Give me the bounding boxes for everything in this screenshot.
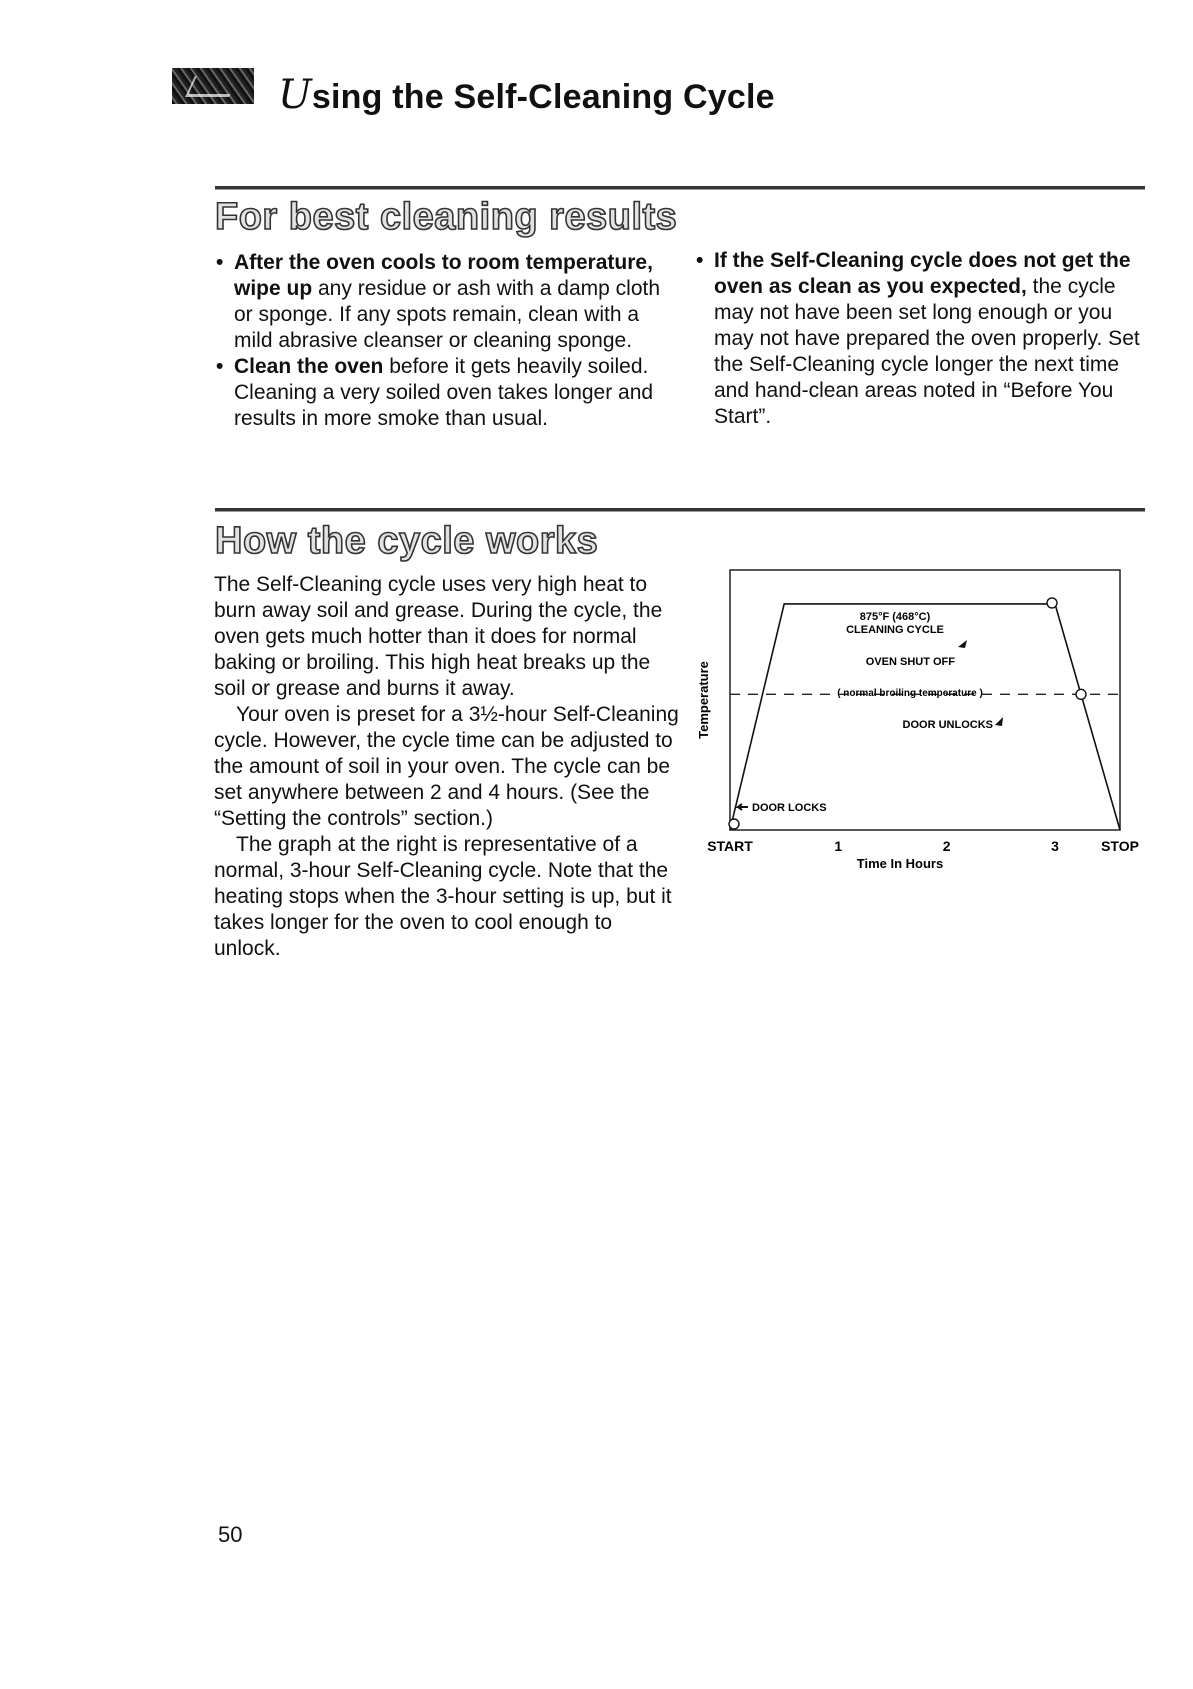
annotation-broiling: ( normal broiling temperature ) xyxy=(837,688,983,699)
annotation-peak-temp: 875°F (468°C) xyxy=(859,611,931,623)
x-tick-label: STOP xyxy=(1101,838,1139,854)
annotation-door-locks: DOOR LOCKS xyxy=(752,802,827,814)
x-tick-label: 3 xyxy=(1051,838,1059,854)
x-tick-label: START xyxy=(707,838,753,854)
paragraph: The Self-Cleaning cycle uses very high heat to burn away soil and grease. During the cycle, the oven gets much hotter than it does for normal baking or broiling. This high heat breaks up the soil or grease and burns it away. xyxy=(214,573,663,700)
annotation-cleaning-cycle: CLEANING CYCLE xyxy=(846,624,944,636)
title-script-letter: U xyxy=(278,72,312,118)
x-tick-label: 2 xyxy=(942,838,951,854)
cycle-chart xyxy=(690,565,1150,885)
temperature-series-line xyxy=(730,604,1120,830)
how-it-works-heading: How the cycle works xyxy=(215,520,599,562)
x-axis-label: Time In Hours xyxy=(856,856,944,871)
title-text: sing the Self-Cleaning Cycle xyxy=(311,78,775,116)
cycle-chart-svg xyxy=(690,565,1150,885)
how-it-works-text xyxy=(214,572,682,962)
arrow-icon xyxy=(738,804,748,810)
x-tick-labels xyxy=(707,838,1139,854)
tip-not-clean-enough: • If the Self-Cleaning cycle does not get the oven as clean as you expected, the cycle may not have been set long enough or you may not have prepared the oven properly. Set the Self-Cleaning cycle longer the next time and hand-clean areas noted in “Before You Start”. xyxy=(694,248,1144,430)
x-tick-label: 1 xyxy=(834,838,843,854)
tip-wipe-up: • After the oven cools to room temperature, wipe up any residue or ash with a damp cloth or sponge. If any spots remain, clean with a mild abrasive cleanser or cleaning sponge. xyxy=(214,250,664,354)
section-divider xyxy=(215,186,1145,189)
page-title xyxy=(278,72,775,118)
best-results-right-column xyxy=(694,248,1144,430)
door-unlocks-marker xyxy=(1076,689,1086,699)
arrow-icon xyxy=(995,717,1003,726)
door-locks-marker xyxy=(729,819,739,829)
paragraph: The graph at the right is representative of a normal, 3-hour Self-Cleaning cycle. Note that the heating stops when the 3-hour setting is up, but it takes longer for the oven to cool enough to unlock. xyxy=(214,833,672,960)
oven-shut-off-marker xyxy=(1047,598,1057,608)
best-results-left-column xyxy=(214,250,664,432)
section-divider xyxy=(215,508,1145,511)
annotation-oven-shut-off: OVEN SHUT OFF xyxy=(865,656,955,668)
chart-frame xyxy=(730,570,1120,830)
header-logo xyxy=(172,68,254,104)
best-results-heading: For best cleaning results xyxy=(215,196,678,238)
y-axis-label: Temperature xyxy=(696,661,711,739)
paragraph: Your oven is preset for a 3½-hour Self-Cleaning cycle. However, the cycle time can be adjusted to the amount of soil in your oven. The cycle can be set anywhere between 2 and 4 hours. (See the “Setting the controls” section.) xyxy=(214,703,679,830)
arrow-icon xyxy=(958,640,967,648)
tip-clean-early: • Clean the oven before it gets heavily soiled. Cleaning a very soiled oven takes longer and results in more smoke than usual. xyxy=(214,354,664,432)
annotation-door-unlocks: DOOR UNLOCKS xyxy=(902,719,993,731)
page-number: 50 xyxy=(218,1522,243,1547)
